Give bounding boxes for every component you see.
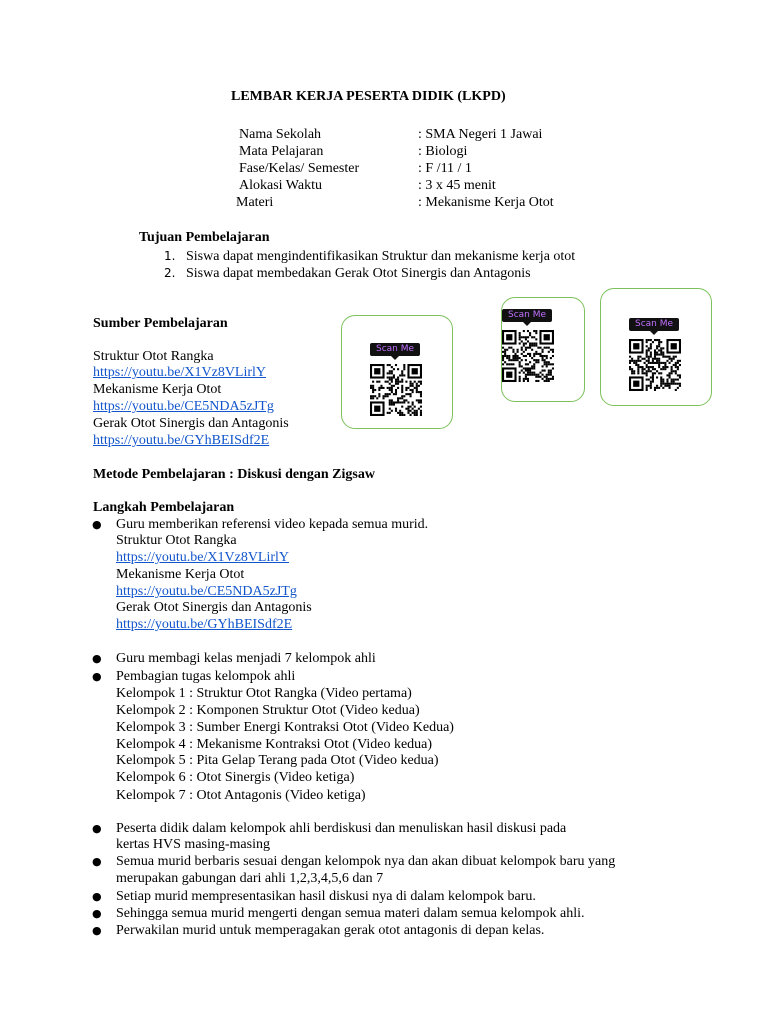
info-label-material: Materi xyxy=(236,195,274,210)
qr-code-icon xyxy=(502,330,554,382)
sumber-label-1: Struktur Otot Rangka xyxy=(93,349,214,364)
list-item-continued: merupakan gabungan dari ahli 1,2,3,4,5,6 dan 7 xyxy=(116,871,384,886)
document-title: LEMBAR KERJA PESERTA DIDIK (LKPD) xyxy=(231,89,506,104)
list-item: Setiap murid mempresentasikan hasil diskusi nya di dalam kelompok baru. xyxy=(116,889,536,904)
sumber-label-2: Mekanisme Kerja Otot xyxy=(93,382,222,397)
group-item: Kelompok 6 : Otot Sinergis (Video ketiga) xyxy=(116,770,355,785)
qr-code-icon xyxy=(629,339,681,391)
list-item: Peserta didik dalam kelompok ahli berdiskusi dan menuliskan hasil diskusi pada xyxy=(116,821,567,836)
info-label-class: Fase/Kelas/ Semester xyxy=(239,161,360,176)
info-label-school: Nama Sekolah xyxy=(239,127,322,142)
tujuan-item-2: Siswa dapat membedakan Gerak Otot Sinergis dan Antagonis xyxy=(186,266,531,281)
bullet-icon: ● xyxy=(92,907,102,920)
info-value-class: : F /11 / 1 xyxy=(418,161,472,176)
sumber-link-2[interactable]: https://youtu.be/CE5NDA5zJTg xyxy=(93,399,274,414)
qr-code-icon xyxy=(370,364,422,416)
info-value-school: : SMA Negeri 1 Jawai xyxy=(418,127,543,142)
list-item: Pembagian tugas kelompok ahli xyxy=(116,669,296,684)
video-label-2: Mekanisme Kerja Otot xyxy=(116,567,245,582)
sumber-label-3: Gerak Otot Sinergis dan Antagonis xyxy=(93,416,289,431)
bullet-icon: ● xyxy=(92,670,102,683)
scan-me-label-3: Scan Me xyxy=(629,318,679,331)
bullet-icon: ● xyxy=(92,890,102,903)
tujuan-item-1: Siswa dapat mengindentifikasikan Struktur dan mekanisme kerja otot xyxy=(186,249,576,264)
sumber-heading: Sumber Pembelajaran xyxy=(93,316,228,331)
video-label-3: Gerak Otot Sinergis dan Antagonis xyxy=(116,600,312,615)
group-item: Kelompok 2 : Komponen Struktur Otot (Video kedua) xyxy=(116,703,420,718)
scan-me-label-2: Scan Me xyxy=(502,309,552,322)
list-item: Guru memberikan referensi video kepada semua murid. xyxy=(116,517,429,532)
video-link-2[interactable]: https://youtu.be/CE5NDA5zJTg xyxy=(116,584,297,599)
list-item: Guru membagi kelas menjadi 7 kelompok ahli xyxy=(116,651,376,666)
tujuan-num-1: 1. xyxy=(164,249,176,263)
info-label-subject: Mata Pelajaran xyxy=(239,144,324,159)
video-link-1[interactable]: https://youtu.be/X1Vz8VLirlY xyxy=(116,550,290,565)
list-item: Semua murid berbaris sesuai dengan kelompok nya dan akan dibuat kelompok baru yang xyxy=(116,854,616,869)
bullet-icon: ● xyxy=(92,822,102,835)
bullet-icon: ● xyxy=(92,652,102,665)
scan-me-label-1: Scan Me xyxy=(370,343,420,356)
tujuan-num-2: 2. xyxy=(164,266,176,280)
langkah-heading: Langkah Pembelajaran xyxy=(93,500,235,515)
tujuan-heading: Tujuan Pembelajaran xyxy=(139,230,270,245)
bullet-icon: ● xyxy=(92,924,102,937)
sumber-link-3[interactable]: https://youtu.be/GYhBEISdf2E xyxy=(93,433,270,448)
bullet-icon: ● xyxy=(92,518,102,531)
info-label-time: Alokasi Waktu xyxy=(239,178,322,193)
sumber-link-1[interactable]: https://youtu.be/X1Vz8VLirlY xyxy=(93,365,267,380)
group-item: Kelompok 7 : Otot Antagonis (Video ketiga) xyxy=(116,788,366,803)
group-item: Kelompok 4 : Mekanisme Kontraksi Otot (Video kedua) xyxy=(116,737,433,752)
video-link-3[interactable]: https://youtu.be/GYhBEISdf2E xyxy=(116,617,293,632)
list-item: Sehingga semua murid mengerti dengan semua materi dalam semua kelompok ahli. xyxy=(116,906,585,921)
list-item-continued: kertas HVS masing-masing xyxy=(116,837,270,852)
info-value-time: : 3 x 45 menit xyxy=(418,178,496,193)
info-value-subject: : Biologi xyxy=(418,144,468,159)
info-value-material: : Mekanisme Kerja Otot xyxy=(418,195,554,210)
group-item: Kelompok 1 : Struktur Otot Rangka (Video pertama) xyxy=(116,686,412,701)
group-item: Kelompok 3 : Sumber Energi Kontraksi Otot (Video Kedua) xyxy=(116,720,454,735)
group-item: Kelompok 5 : Pita Gelap Terang pada Otot (Video kedua) xyxy=(116,753,439,768)
metode-heading: Metode Pembelajaran : Diskusi dengan Zigsaw xyxy=(93,467,375,482)
video-label-1: Struktur Otot Rangka xyxy=(116,533,237,548)
bullet-icon: ● xyxy=(92,855,102,868)
list-item: Perwakilan murid untuk memperagakan gerak otot antagonis di depan kelas. xyxy=(116,923,545,938)
